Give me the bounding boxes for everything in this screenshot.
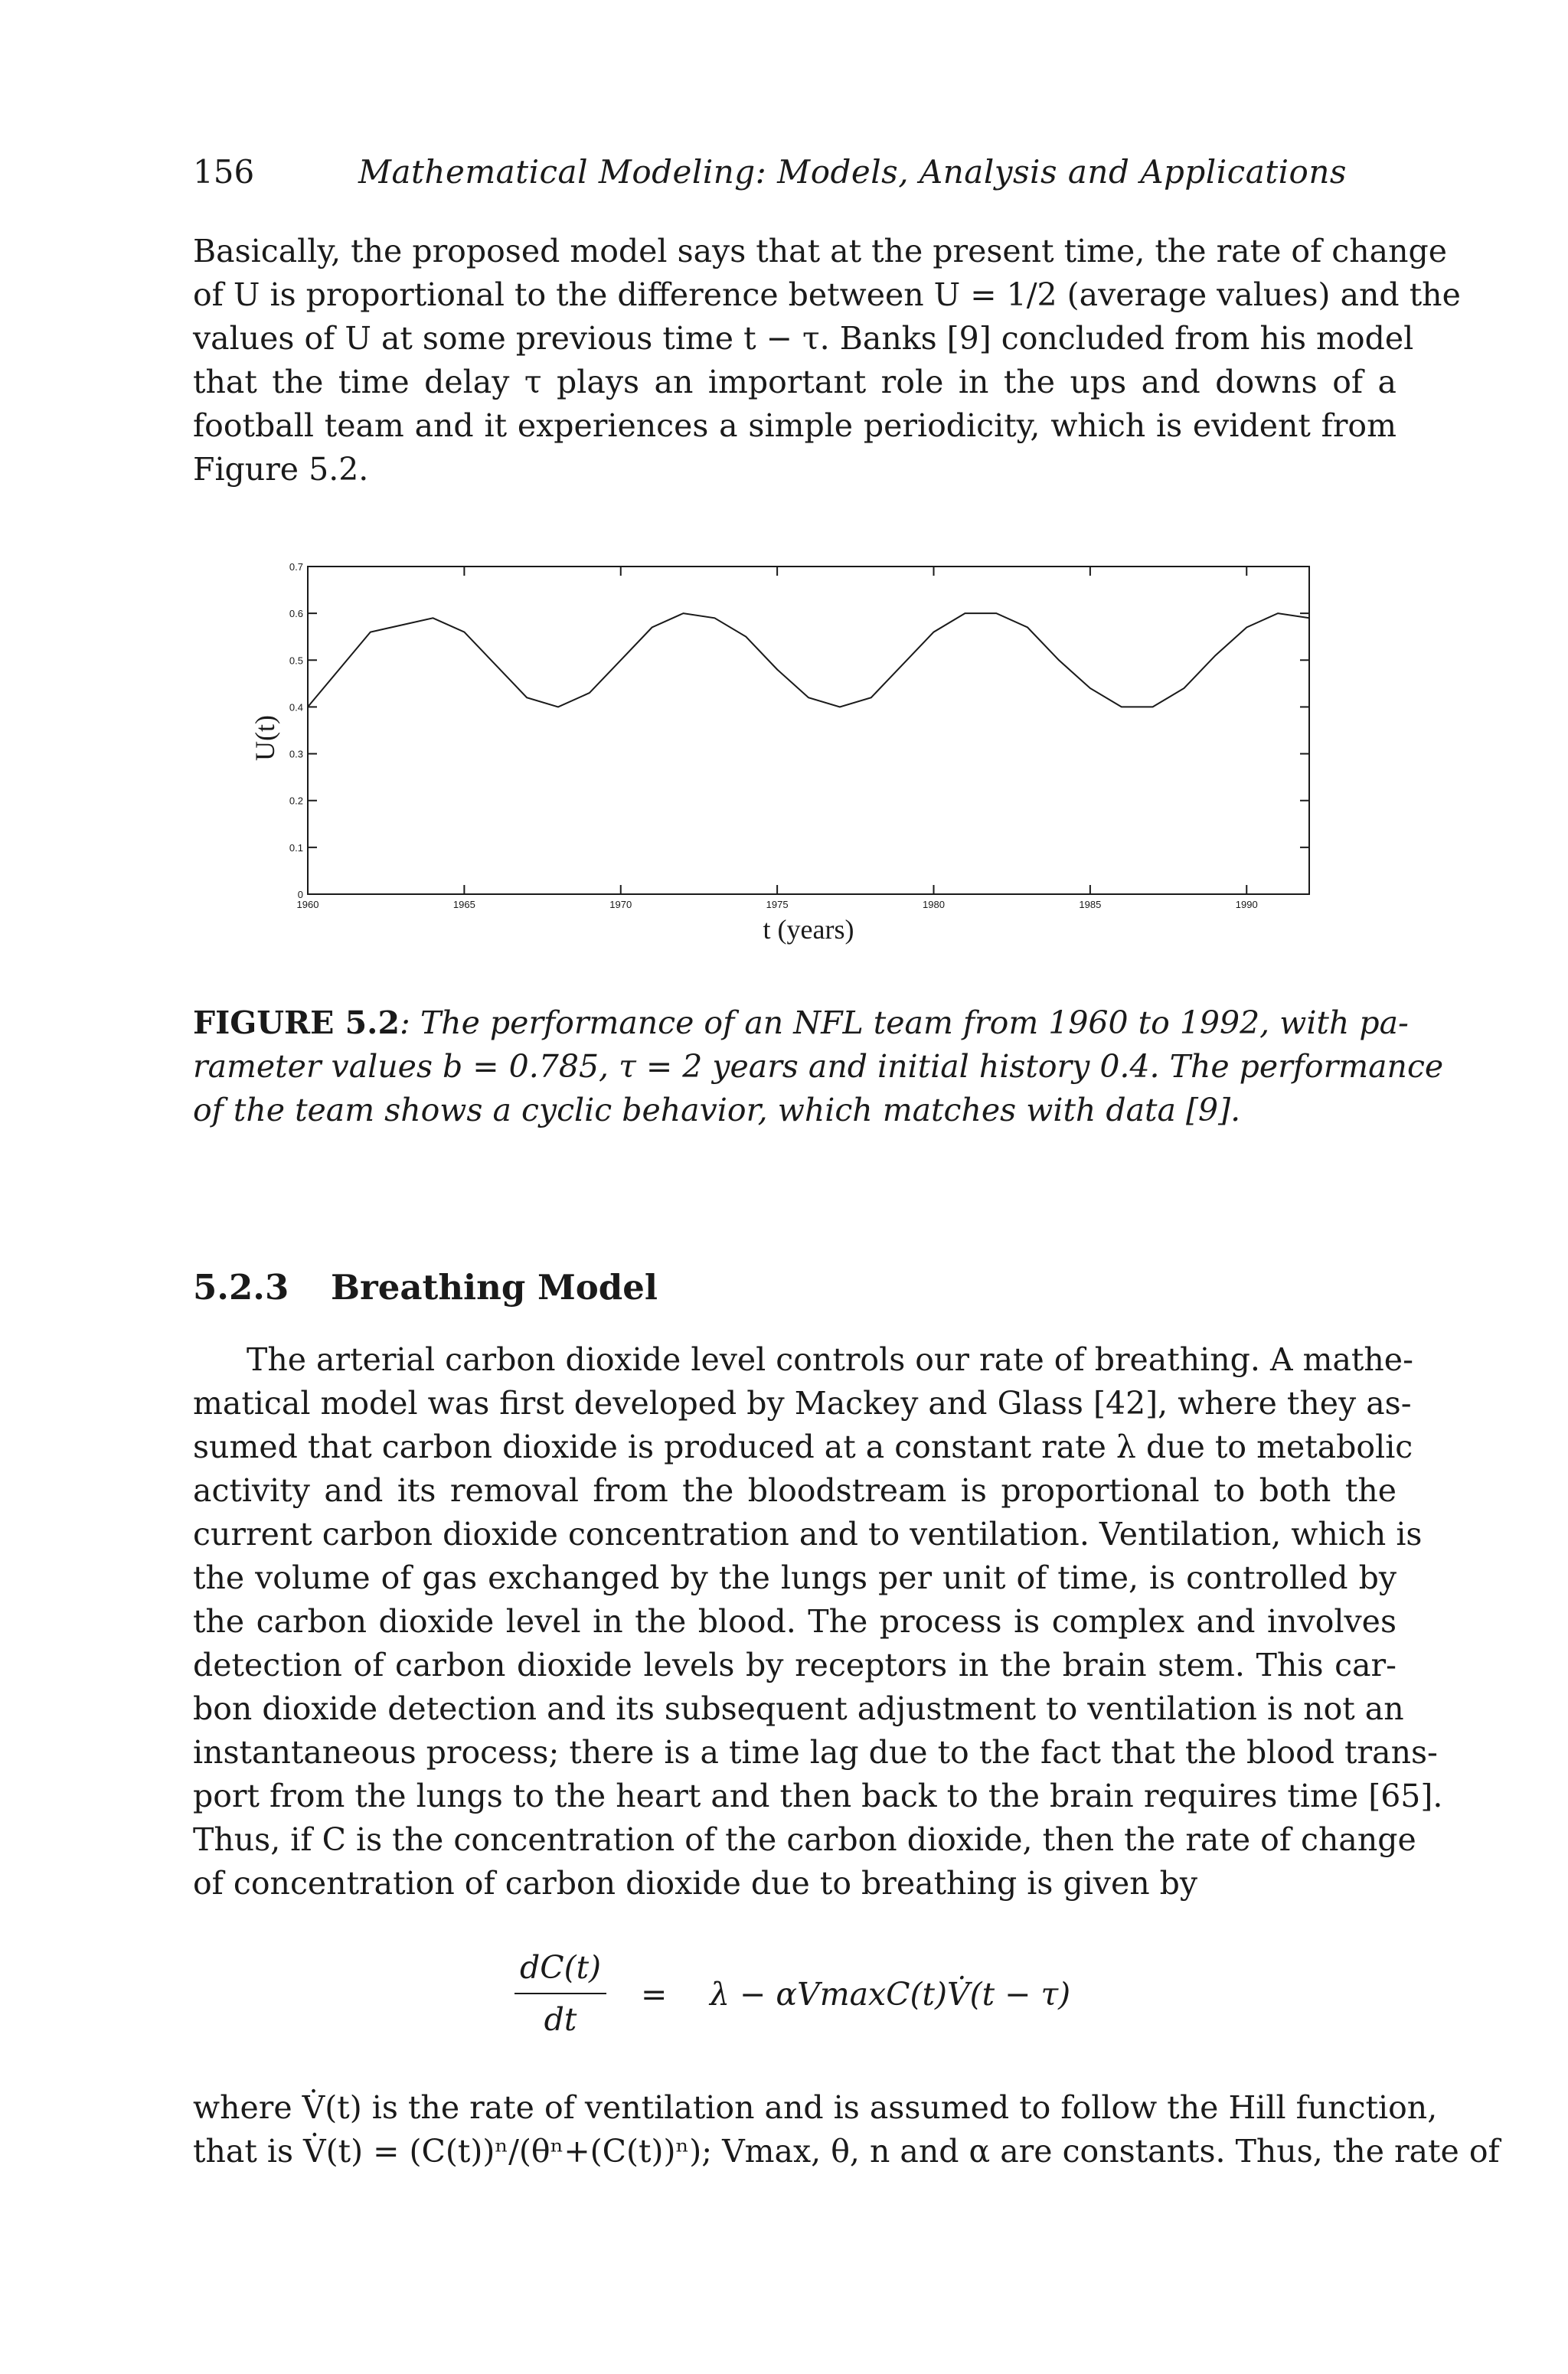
caption-text: : The performance of an NFL team from 1960 to 1992, with pa- <box>399 1004 1409 1041</box>
text-line: where V̇(t) is the rate of ventilation and is assumed to follow the Hill function, <box>193 2089 1438 2126</box>
text-line: Basically, the proposed model says that at the present time, the rate of change <box>193 233 1447 269</box>
y-tick-label: 0.2 <box>289 795 303 807</box>
equation-fraction <box>514 1948 606 2039</box>
text-line: of U is proportional to the difference between U = 1/2 (average values) and the <box>193 276 1461 313</box>
text-line: Thus, if C is the concentration of the carbon dioxide, then the rate of change <box>193 1821 1416 1858</box>
plot-frame <box>308 567 1309 894</box>
running-title: Mathematical Modeling: Models, Analysis and Applications <box>358 153 1347 191</box>
y-tick-label: 0.4 <box>289 701 303 714</box>
text-line: current carbon dioxide concentration and to ventilation. Ventilation, which is <box>193 1516 1423 1553</box>
text-line: activity and its removal from the bloodstream is proportional to both the <box>193 1472 1396 1509</box>
x-tick-label: 1965 <box>452 899 475 910</box>
series-line <box>308 613 1309 707</box>
equation-rhs: λ − αVmaxC(t)V̇(t − τ) <box>710 1976 1071 2013</box>
equals-sign: = <box>641 1976 668 2013</box>
figure-label: FIGURE 5.2 <box>193 1004 400 1041</box>
figure-caption <box>193 1001 1444 1132</box>
equation <box>514 1948 1204 2048</box>
line-chart <box>245 557 1317 955</box>
page-header <box>193 153 1399 199</box>
fraction-bar <box>514 1993 606 1994</box>
text-line: that the time delay τ plays an important role in the ups and downs of a <box>193 364 1396 400</box>
text-line: of concentration of carbon dioxide due to breathing is given by <box>193 1865 1198 1902</box>
text-line: Figure 5.2. <box>193 451 369 488</box>
x-axis-label: t (years) <box>763 914 854 945</box>
text-line: the carbon dioxide level in the blood. The process is complex and involves <box>193 1603 1396 1640</box>
y-axis-label: U(t) <box>250 715 280 761</box>
text-line: that is V̇(t) = (C(t))ⁿ/(θⁿ+(C(t))ⁿ); Vmax, θ, n and α are constants. Thus, the rate of <box>193 2133 1500 2170</box>
y-tick-label: 0 <box>297 889 303 900</box>
equation-denominator: dt <box>544 2001 577 2038</box>
section-number: 5.2.3 <box>193 1267 289 1308</box>
section-title: Breathing Model <box>331 1267 658 1308</box>
x-tick-label: 1990 <box>1235 899 1258 910</box>
y-tick-label: 0.7 <box>289 561 303 573</box>
figure-5-2 <box>245 557 1317 955</box>
x-tick-label: 1980 <box>923 899 945 910</box>
caption-text: of the team shows a cyclic behavior, which matches with data [9]. <box>193 1092 1241 1128</box>
text-line: port from the lungs to the heart and then back to the brain requires time [65]. <box>193 1778 1443 1814</box>
text-line: The arterial carbon dioxide level controls our rate of breathing. A mathe- <box>247 1341 1413 1378</box>
x-tick-label: 1960 <box>296 899 319 910</box>
y-tick-label: 0.5 <box>289 655 303 667</box>
text-line: values of U at some previous time t − τ. Banks [9] concluded from his model <box>193 320 1414 357</box>
text-line: detection of carbon dioxide levels by receptors in the brain stem. This car- <box>193 1647 1396 1683</box>
caption-text: rameter values b = 0.785, τ = 2 years and initial history 0.4. The performance <box>193 1048 1444 1085</box>
section-heading <box>193 1267 658 1308</box>
x-tick-label: 1985 <box>1079 899 1102 910</box>
x-tick-label: 1970 <box>609 899 632 910</box>
page-number: 156 <box>193 153 255 191</box>
paragraph-breathing <box>193 1338 1443 1905</box>
paragraph-intro <box>193 230 1461 491</box>
text-line: football team and it experiences a simple periodicity, which is evident from <box>193 407 1396 444</box>
text-line: instantaneous process; there is a time lag due to the fact that the blood trans- <box>193 1734 1438 1771</box>
y-tick-label: 0.6 <box>289 608 303 620</box>
y-tick-label: 0.1 <box>289 841 303 854</box>
equation-numerator: dC(t) <box>519 1949 602 1986</box>
text-line: bon dioxide detection and its subsequent adjustment to ventilation is not an <box>193 1690 1404 1727</box>
text-line: the volume of gas exchanged by the lungs per unit of time, is controlled by <box>193 1559 1396 1596</box>
text-line: sumed that carbon dioxide is produced at a constant rate λ due to metabolic <box>193 1429 1413 1465</box>
text-line: matical model was first developed by Mackey and Glass [42], where they as- <box>193 1385 1412 1422</box>
paragraph-hill <box>193 2086 1500 2173</box>
x-tick-label: 1975 <box>766 899 789 910</box>
y-tick-label: 0.3 <box>289 748 303 760</box>
